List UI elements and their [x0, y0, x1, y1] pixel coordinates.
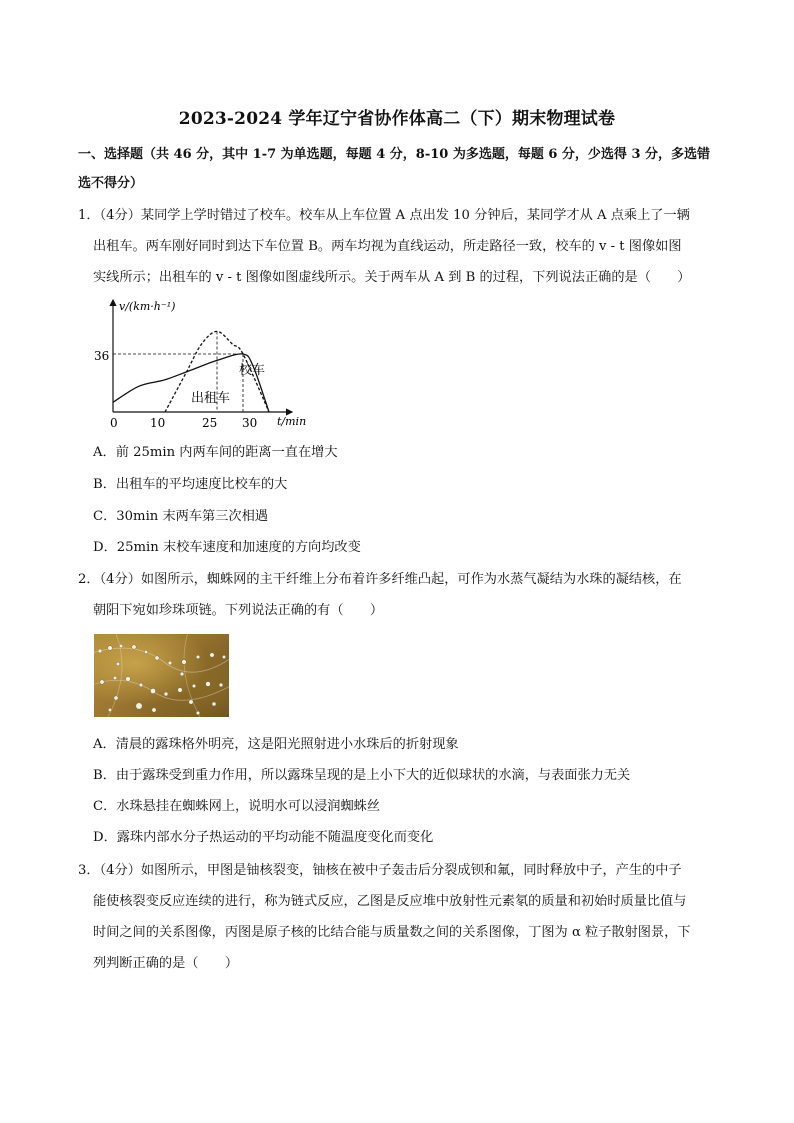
question-line: 列判断正确的是（ ）: [93, 956, 239, 971]
option-2b: B．由于露珠受到重力作用，所以露珠呈现的是上小下大的近似球状的水滴，与表面张力无关: [93, 768, 631, 783]
x-tick-30: 30: [242, 416, 258, 430]
series-label-taxi: 出租车: [191, 391, 231, 406]
question-text: （4分）如图所示，甲图是铀核裂变，铀核在被中子轰击后分裂成钡和氟，同时释放中子，产生的中子: [99, 863, 682, 878]
y-axis-label: v/(km·h⁻¹): [119, 300, 176, 313]
section-heading-line: 选不得分）: [78, 176, 144, 191]
option-1a: A．前 25min 内两车间的距离一直在增大: [93, 445, 338, 460]
question-line: 时间之间的关系图像，丙图是原子核的比结合能与质量数之间的关系图像，丁图为 α 粒子散射图景，下: [93, 925, 691, 940]
page-title: 2023-2024 学年辽宁省协作体高二（下）期末物理试卷: [178, 109, 616, 129]
option-1c: C．30min 末两车第三次相遇: [93, 509, 268, 524]
option-1d: D．25min 末校车速度和加速度的方向均改变: [93, 540, 361, 555]
section-heading: [78, 140, 728, 198]
x-axis-label: t/min: [277, 415, 307, 428]
question-line: [78, 564, 728, 595]
series-label-school-bus: 校车: [239, 363, 266, 378]
question-number: 1．: [78, 208, 100, 223]
question-line: 实线所示；出租车的 v - t 图像如图虚线所示。关于两车从 A 到 B 的过程，下列说法正确的是（ ）: [93, 270, 691, 285]
question-line: [78, 200, 728, 231]
option-2c: C．水珠悬挂在蜘蛛网上，说明水可以浸润蜘蛛丝: [93, 799, 381, 814]
question-line: 能使核裂变反应连续的进行，称为链式反应，乙图是反应堆中放射性元素氡的质量和初始时质量比值与: [93, 894, 687, 909]
question-number: 2．: [78, 572, 100, 587]
question-line: 朝阳下宛如珍珠项链。下列说法正确的有（ ）: [93, 603, 384, 618]
question-line: [78, 855, 728, 886]
question-3: [78, 855, 728, 979]
section-heading-line: 一、选择题（共 46 分，其中 1-7 为单选题，每题 4 分，8-10 为多选题，每题 6 分，少选得 3 分，多选错: [78, 147, 711, 162]
question-text: （4分）如图所示，蜘蛛网的主干纤维上分布着许多纤维凸起，可作为水蒸气凝结为水珠的凝结核，在: [99, 572, 682, 587]
dew-on-spiderweb-photo: [94, 634, 229, 717]
question-number: 3．: [78, 863, 100, 878]
option-2a: A．清晨的露珠格外明亮，这是阳光照射进小水珠后的折射现象: [93, 737, 459, 752]
question-1: [78, 200, 728, 293]
question-text: （4分）某同学上学时错过了校车。校车从上车位置 A 点出发 10 分钟后，某同学才从 A 点乘上了一辆: [99, 208, 690, 223]
option-2d: D．露珠内部水分子热运动的平均动能不随温度变化而变化: [93, 830, 434, 845]
vt-chart: [96, 296, 318, 430]
x-tick-25: 25: [202, 416, 218, 430]
option-1b: B．出租车的平均速度比校车的大: [93, 477, 288, 492]
question-line: 出租车。两车刚好同时到达下车位置 B。两车均视为直线运动，所走路径一致，校车的 v - t 图像如图: [93, 239, 682, 254]
question-2: [78, 564, 728, 626]
dew-drops-illustration: [94, 634, 229, 717]
x-tick-10: 10: [150, 416, 166, 430]
y-tick-36: 36: [94, 349, 110, 363]
x-tick-0: 0: [110, 416, 118, 430]
